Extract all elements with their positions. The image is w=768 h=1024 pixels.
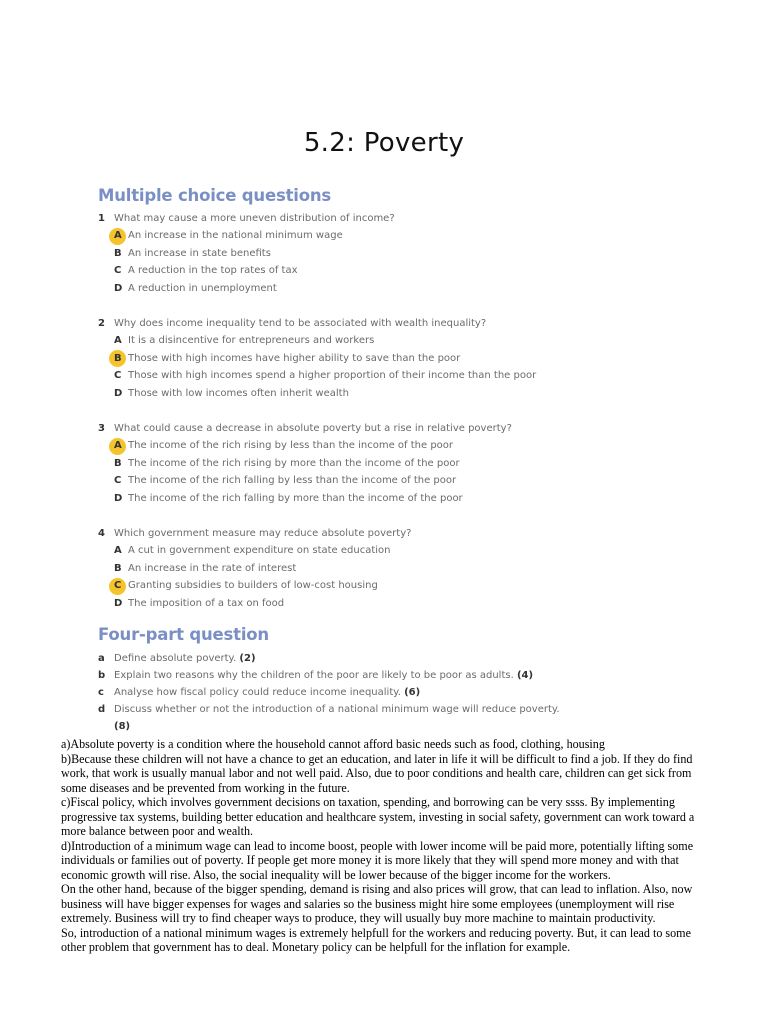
fourpart-marks: (4): [516, 670, 534, 681]
fourpart-body: [114, 667, 568, 684]
fourpart-list: [98, 650, 568, 735]
option-c: [98, 262, 568, 280]
question-1: [98, 210, 568, 297]
option-letter: D: [114, 597, 123, 609]
question-number: 1: [98, 213, 105, 224]
option-letter: B: [114, 352, 122, 364]
fourpart-marks: (2): [239, 653, 256, 664]
mcq-heading: Multiple choice questions: [98, 186, 332, 205]
option-letter: A: [114, 230, 122, 241]
question-stem: [98, 210, 568, 227]
question-text: Why does income inequality tend to be associated with wealth inequality?: [114, 318, 487, 329]
option-text: Granting subsidies to builders of low-cost housing: [128, 580, 378, 591]
question-2: [98, 315, 568, 402]
fourpart-heading: Four-part question: [98, 625, 269, 644]
option-text: An increase in the national minimum wage: [128, 230, 343, 241]
option-letter: C: [114, 580, 122, 591]
question-number: 4: [98, 528, 105, 539]
option-b: [98, 350, 568, 368]
question-stem: [98, 315, 568, 332]
question-text: Which government measure may reduce absolute poverty?: [114, 528, 412, 539]
question-stem: [98, 525, 568, 542]
fourpart-item-d: [98, 701, 568, 735]
option-text: The income of the rich falling by less than the income of the poor: [128, 475, 457, 486]
option-d: [98, 385, 568, 403]
answer-paragraph: So, introduction of a national minimum wages is extremely helpfull for the workers and reducing poverty. But, it can lead to some other problem that government has to deal. Monetary policy can be helpfull for the inflation for example.: [61, 925, 691, 954]
option-c: [98, 367, 568, 385]
option-letter: B: [114, 562, 122, 574]
option-text: A reduction in unemployment: [128, 282, 277, 294]
option-letter: D: [114, 387, 123, 399]
fourpart-body: [114, 650, 568, 667]
option-text: Those with high incomes spend a higher proportion of their income than the poor: [128, 370, 537, 381]
answer-paragraph: d)Introduction of a minimum wage can lead to income boost, people with lower income will be paid more, potentially lifting some individuals or families out of poverty. If people get more money it is more likely that they will spend more money and with that economic growth will rise. Also, the social inequality will be lower because of the bigger income for the workers.: [61, 838, 694, 882]
option-letter: B: [114, 457, 122, 469]
fourpart-body: [114, 684, 568, 701]
fourpart-item-a: [98, 650, 568, 667]
option-a: [98, 227, 568, 245]
option-letter: D: [114, 492, 123, 504]
option-a: [98, 332, 568, 350]
answer-paragraph: On the other hand, because of the bigger spending, demand is rising and also prices will grow, that can lead to inflation. Also, now business will have bigger expenses for wages and salaries so the business might hire some employees (unemployment will rise extremely. Business will try to find cheaper ways to produce, they will usually buy more machine to maintain productivity.: [61, 882, 693, 925]
option-letter: A: [114, 545, 122, 556]
question-3: [98, 420, 568, 507]
option-d: [98, 490, 568, 508]
answer-paragraph: c)Fiscal policy, which involves government decisions on taxation, spending, and borrowing can be very ssss. By implementing progressive tax systems, building better education and healthcare system, investing in social safety, government can work toward a more balance between poor and wealth.: [61, 795, 695, 838]
question-text: What could cause a decrease in absolute poverty but a rise in relative poverty?: [114, 423, 512, 434]
fourpart-body: [114, 701, 568, 735]
option-letter: C: [114, 475, 122, 486]
question-number: 3: [98, 423, 105, 434]
option-text: Those with high incomes have higher ability to save than the poor: [128, 352, 461, 364]
page-title: 5.2: Poverty: [303, 128, 465, 158]
option-text: It is a disincentive for entrepreneurs and workers: [128, 335, 375, 346]
option-text: The income of the rich falling by more than the income of the poor: [128, 492, 463, 504]
fourpart-text: Define absolute poverty.: [114, 653, 237, 664]
fourpart-letter: d: [98, 704, 106, 715]
option-letter: D: [114, 282, 123, 294]
option-a: [98, 542, 568, 560]
fourpart-text: Analyse how fiscal policy could reduce income inequality.: [114, 687, 401, 698]
fourpart-marks: (8): [114, 721, 131, 732]
option-text: The income of the rich rising by more than the income of the poor: [128, 457, 460, 469]
fourpart-letter: a: [98, 653, 105, 664]
fourpart-letter: c: [98, 687, 104, 698]
option-text: A cut in government expenditure on state education: [128, 545, 391, 556]
option-c: [98, 472, 568, 490]
fourpart-item-c: [98, 684, 568, 701]
fourpart-text: Discuss whether or not the introduction of a national minimum wage will reduce poverty.: [114, 704, 560, 715]
option-b: [98, 560, 568, 578]
option-a: [98, 437, 568, 455]
option-text: The imposition of a tax on food: [128, 597, 285, 609]
option-b: [98, 245, 568, 263]
option-letter: B: [114, 247, 122, 259]
option-letter: C: [114, 265, 122, 276]
option-d: [98, 280, 568, 298]
question-4: [98, 525, 568, 612]
fourpart-text: Explain two reasons why the children of the poor are likely to be poor as adults.: [114, 670, 514, 681]
option-text: The income of the rich rising by less than the income of the poor: [128, 440, 454, 451]
option-letter: A: [114, 440, 122, 451]
question-stem: [98, 420, 568, 437]
option-b: [98, 455, 568, 473]
question-number: 2: [98, 318, 105, 329]
option-letter: A: [114, 335, 122, 346]
option-text: A reduction in the top rates of tax: [128, 265, 298, 276]
option-text: An increase in state benefits: [128, 247, 271, 259]
answer-paragraph: a)Absolute poverty is a condition where the household cannot afford basic needs such as food, clothing, housing: [61, 737, 605, 751]
fourpart-letter: b: [98, 670, 106, 681]
option-letter: C: [114, 370, 122, 381]
answer-paragraph: b)Because these children will not have a chance to get an education, and later in life it will be difficult to find a job. If they do find work, that work is usually manual labor and not well paid. Also, due to poor conditions and health care, children can get sick from some diseases and be prevented from working in the future.: [61, 751, 693, 795]
fourpart-item-b: [98, 667, 568, 684]
option-c: [98, 577, 568, 595]
fourpart-marks: (6): [404, 687, 421, 698]
question-text: What may cause a more uneven distribution of income?: [114, 213, 395, 224]
answer-text: [61, 737, 701, 955]
option-d: [98, 595, 568, 613]
option-text: Those with low incomes often inherit wealth: [128, 387, 349, 399]
option-text: An increase in the rate of interest: [128, 562, 297, 574]
